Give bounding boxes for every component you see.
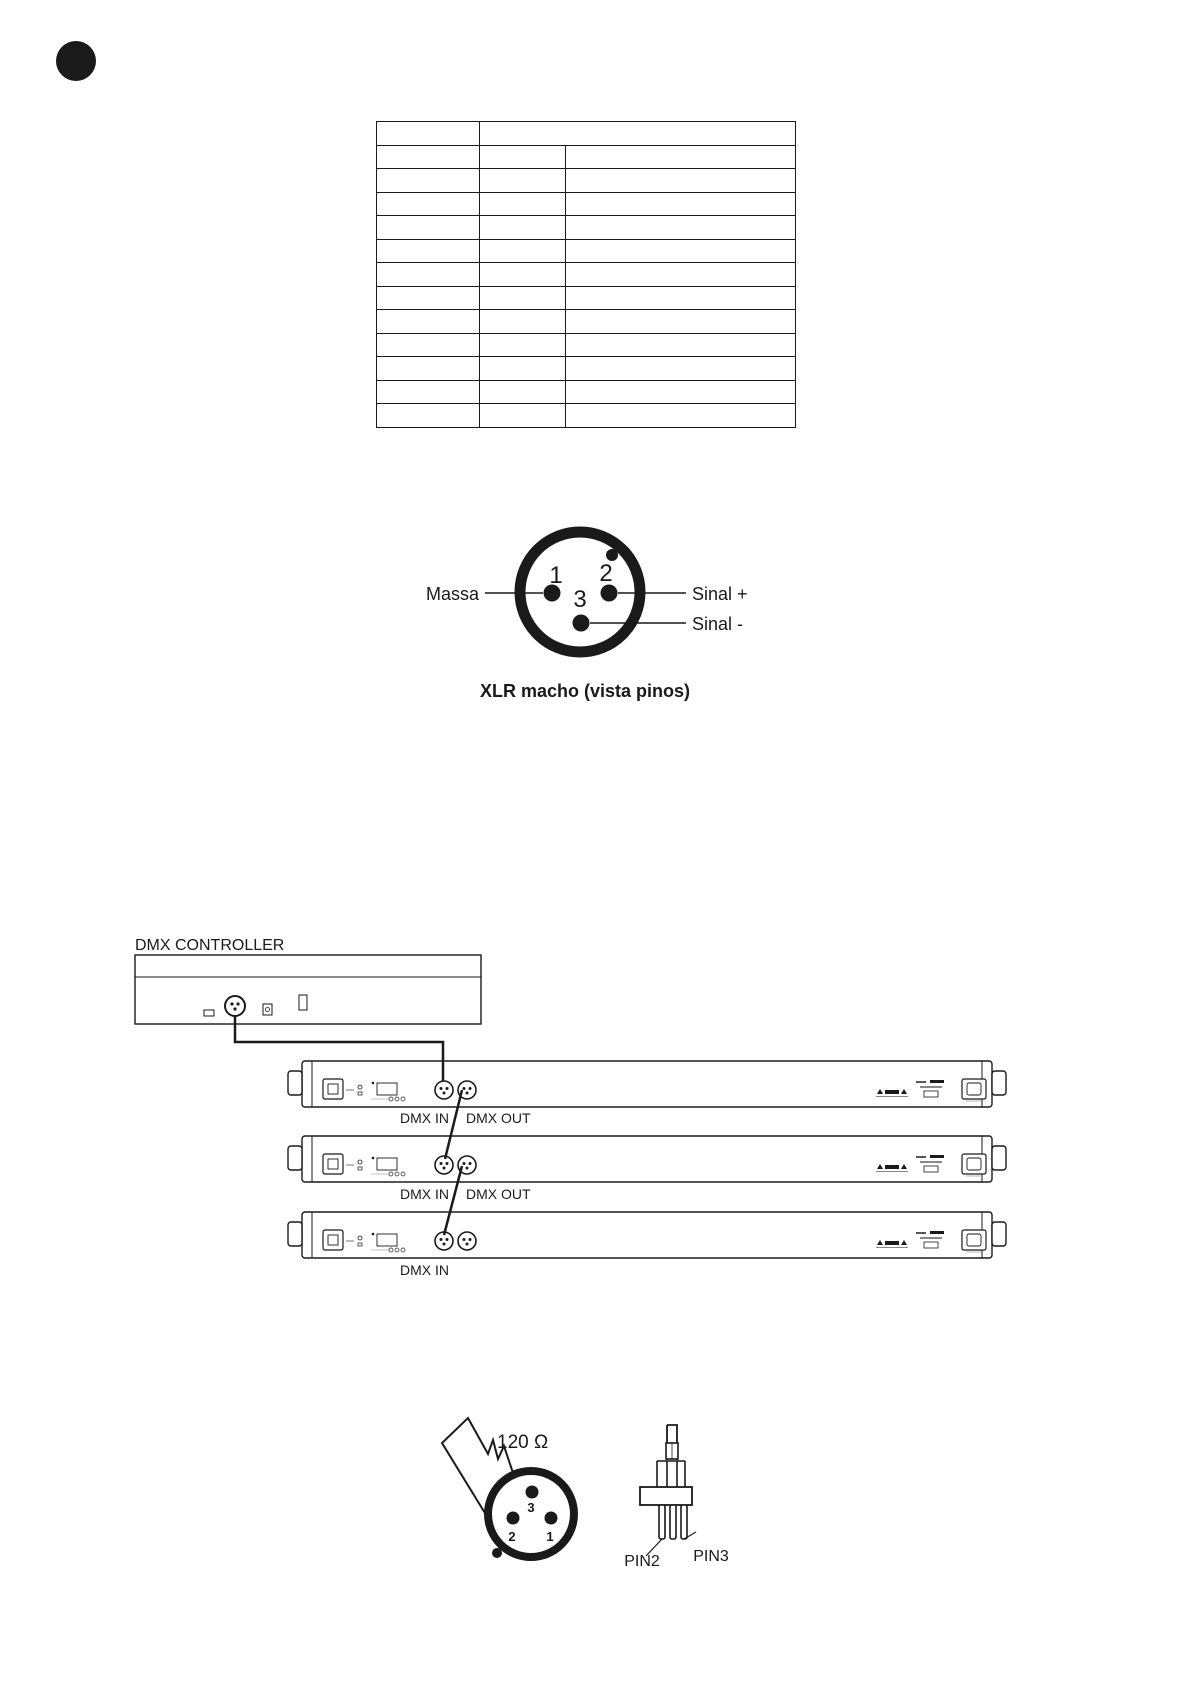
ground-label: Massa: [425, 584, 479, 604]
pin-2-dot: [601, 585, 618, 602]
controller-dmx-out-port: [225, 996, 245, 1016]
pin-2-label: 2: [599, 560, 613, 587]
signal-plus-label: Sinal +: [692, 584, 748, 604]
resistor-label: 120 Ω: [497, 1432, 549, 1453]
xlr-male-connector: [426, 532, 748, 701]
fixture-3: [288, 1212, 1006, 1258]
terminator-pin-2: [507, 1512, 520, 1525]
fixture2-dmx-in-label: DMX IN: [400, 1186, 449, 1202]
fixture-1: [288, 1061, 1006, 1107]
pin-3-dot: [573, 615, 590, 632]
controller-label: DMX CONTROLLER: [135, 937, 285, 954]
terminator-pin-3: [526, 1486, 539, 1499]
fixture-2: [288, 1136, 1006, 1182]
terminator-side-view: [624, 1425, 729, 1570]
signal-minus-label: Sinal -: [692, 614, 744, 634]
pin2-leg: [659, 1505, 665, 1539]
fixture2-dmx-out-label: DMX OUT: [466, 1186, 531, 1202]
pin3-label: PIN3: [693, 1548, 729, 1565]
pin-1-label: 1: [549, 562, 563, 589]
dmx-controller: [135, 937, 481, 1024]
fixture1-dmx-out-label: DMX OUT: [466, 1110, 531, 1126]
connector-block: [640, 1487, 692, 1505]
terminator-pin-2-label: 2: [508, 1529, 516, 1544]
terminator-latch-notch: [492, 1548, 502, 1558]
fixture1-dmx-in-label: DMX IN: [400, 1110, 449, 1126]
terminator-pin-3-label: 3: [527, 1500, 535, 1515]
pin3-leg: [681, 1505, 687, 1539]
pin-3-label: 3: [573, 586, 587, 613]
dmx-terminator-connector: [442, 1418, 574, 1558]
pin2-label: PIN2: [624, 1553, 660, 1570]
xlr-caption: XLR macho (vista pinos): [479, 681, 691, 701]
terminator-pin-1: [545, 1512, 558, 1525]
fixture3-dmx-in-label: DMX IN: [400, 1262, 449, 1278]
controller-body: [135, 955, 481, 1024]
terminator-pin-1-label: 1: [546, 1529, 554, 1544]
pin1-leg: [670, 1505, 676, 1539]
